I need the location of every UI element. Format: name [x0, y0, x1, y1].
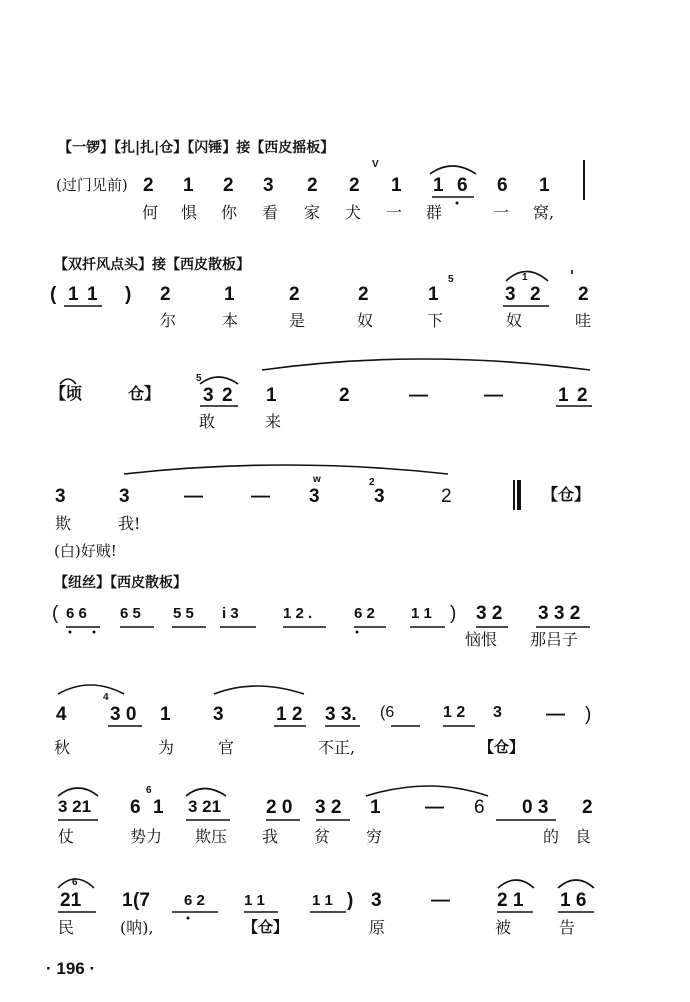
note: (过门见前)	[56, 176, 128, 194]
lyric: 家	[304, 203, 321, 222]
note: 1 1	[312, 892, 333, 909]
lyric: 看	[262, 203, 279, 222]
lyric: 群	[426, 203, 443, 222]
note: 6	[474, 797, 485, 818]
lyric: 穷	[366, 827, 383, 846]
note: 3	[371, 890, 382, 911]
note: 0 3	[522, 797, 549, 818]
note: 仓】	[128, 386, 161, 403]
note: 3 3 2	[538, 603, 581, 624]
note: —	[409, 385, 428, 406]
lyric: 欺压	[195, 827, 228, 846]
lyric: 原	[369, 918, 386, 937]
breath-mark: V	[372, 159, 379, 170]
note: 3 2	[476, 603, 503, 624]
lyric: 【仓】	[243, 918, 289, 936]
note: (7	[133, 890, 150, 911]
note: 1	[68, 284, 79, 305]
note: 3 2	[315, 797, 342, 818]
note: 3	[213, 704, 224, 725]
lyric: 势力	[130, 827, 163, 846]
note: 【顷	[50, 386, 83, 403]
page-number: · 196 ·	[46, 959, 96, 978]
note: 1 2	[276, 704, 303, 725]
note: 3 0	[110, 704, 137, 725]
note: )	[347, 890, 354, 911]
note: 3	[309, 486, 320, 507]
note: 1 1	[411, 605, 432, 622]
note: 21	[60, 890, 82, 911]
note: 2	[307, 175, 318, 196]
lyric: 的	[543, 827, 560, 846]
note: 2	[578, 284, 589, 305]
note: 1	[428, 284, 439, 305]
note: 1	[153, 797, 164, 818]
lyric: 奴	[357, 311, 374, 330]
lyric: 【仓】	[479, 738, 525, 756]
lyric: 何	[142, 203, 159, 222]
note: 5 5	[173, 605, 194, 622]
note: 3	[119, 486, 130, 507]
lyric: 那吕子	[530, 630, 579, 649]
note: 2	[160, 284, 171, 305]
lyric: 仗	[58, 827, 75, 846]
lyric: 恼恨	[465, 630, 498, 649]
note: 1	[183, 175, 194, 196]
lyric: 欺	[55, 514, 72, 533]
lyric: 良	[575, 827, 592, 846]
lyric: (呐),	[120, 918, 154, 937]
note: 4	[56, 704, 67, 725]
note: 3	[263, 175, 274, 196]
note: 【仓】	[542, 485, 591, 504]
note: 1	[558, 385, 569, 406]
note: 3	[203, 385, 214, 406]
lyric: 下	[427, 311, 444, 330]
lyric: 哇	[575, 311, 592, 330]
note: 3	[374, 486, 385, 507]
note: i 3	[222, 605, 239, 622]
lyric: 民	[58, 918, 75, 937]
note: 2	[577, 385, 588, 406]
note: 6	[130, 797, 141, 818]
lyric: 秋	[54, 738, 71, 757]
note: )	[585, 704, 592, 725]
lyric: 不正,	[318, 738, 356, 757]
note: )	[450, 603, 457, 624]
note: 3	[493, 704, 502, 721]
grace-note: w	[313, 474, 321, 485]
note: 1	[87, 284, 98, 305]
lyric: 我	[262, 827, 279, 846]
grace-note: 6	[72, 877, 78, 888]
section-5-header: 【纽丝】【西皮散板】	[54, 575, 187, 591]
lyric: 官	[218, 738, 235, 757]
note: 2	[441, 486, 452, 507]
lyric: 犬	[345, 203, 362, 222]
lyric: 为	[158, 738, 175, 757]
grace-note: 4	[103, 692, 109, 703]
spoken-line: (白)好贼!	[54, 542, 117, 560]
note: 2	[530, 284, 541, 305]
grace-note: 5	[196, 373, 202, 384]
note: —	[425, 797, 444, 818]
note: 6 5	[120, 605, 141, 622]
lyric: 敢	[199, 412, 216, 431]
note: 2 0	[266, 797, 293, 818]
lyric: 一	[493, 203, 510, 222]
note: 2	[339, 385, 350, 406]
note: 2	[223, 175, 234, 196]
note: 1 2 .	[283, 605, 313, 622]
section-2-header: 【双扦风点头】接【西皮散板】	[54, 257, 250, 273]
lyric: 被	[495, 918, 512, 937]
lyric: 我!	[118, 514, 141, 533]
note: 3 3.	[325, 704, 357, 725]
note: (6	[380, 704, 395, 721]
note: 6	[497, 175, 508, 196]
note: 2	[143, 175, 154, 196]
note: 1	[539, 175, 550, 196]
note: 3	[55, 486, 66, 507]
lyric: 贫	[314, 827, 331, 846]
section-1-header: 【一锣】【扎|扎|仓】【闪锤】接【西皮摇板】	[58, 140, 335, 156]
note: —	[184, 486, 203, 507]
note: 2	[358, 284, 369, 305]
note: (	[52, 603, 59, 624]
note: 6	[457, 175, 468, 196]
lyric: 奴	[506, 311, 523, 330]
note: (	[50, 284, 57, 305]
note: —	[546, 704, 565, 725]
note: 1	[370, 797, 381, 818]
note: 1	[224, 284, 235, 305]
note: 1	[266, 385, 277, 406]
grace-note: 5	[448, 274, 454, 285]
note: 2	[289, 284, 300, 305]
lyric: 窝,	[533, 203, 555, 222]
note: 6 2	[354, 605, 375, 622]
lyric: 惧	[181, 203, 198, 222]
note: —	[431, 890, 450, 911]
lyric: 本	[222, 311, 239, 330]
note: 1	[433, 175, 444, 196]
note: —	[251, 486, 270, 507]
grace-note: 6	[146, 785, 152, 796]
note: 2	[582, 797, 593, 818]
grace-note: 1	[522, 272, 528, 283]
lyric: 告	[559, 918, 576, 937]
grace-note: 2	[369, 477, 375, 488]
note: 1 1	[244, 892, 265, 909]
note: 1	[391, 175, 402, 196]
note: 3	[505, 284, 516, 305]
note: 1	[160, 704, 171, 725]
lyric: 尔	[160, 311, 177, 330]
note: 6 6	[66, 605, 87, 622]
note: 1 2	[443, 704, 466, 721]
note: 2 1	[497, 890, 524, 911]
lyric: 一	[386, 203, 403, 222]
note: 3 21	[58, 797, 92, 816]
lyric: 来	[265, 412, 282, 431]
lyric: 是	[289, 311, 306, 330]
note: 3 21	[188, 797, 222, 816]
lyric: 你	[221, 203, 238, 222]
note: 6 2	[184, 892, 205, 909]
note: 1	[122, 890, 133, 911]
note: )	[125, 284, 132, 305]
note: —	[484, 385, 503, 406]
note: 2	[349, 175, 360, 196]
note: 2	[222, 385, 233, 406]
note: 1 6	[560, 890, 587, 911]
